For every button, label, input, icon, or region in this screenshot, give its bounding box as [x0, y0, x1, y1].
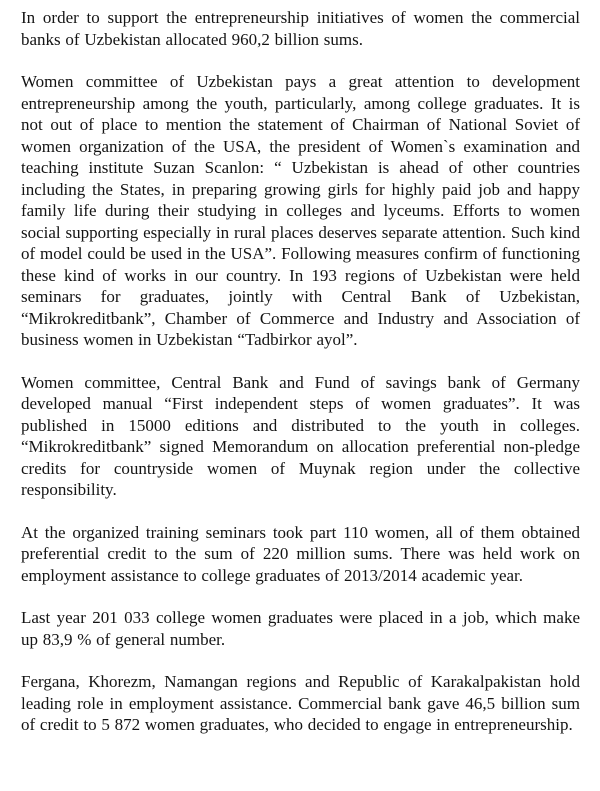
paragraph-job-placement: Last year 201 033 college women graduates were placed in a job, which make up 83,9 % of general number. — [21, 608, 580, 649]
paragraph-manual-memorandum: Women committee, Central Bank and Fund of savings bank of Germany developed manual “First independent steps of women graduates”. It was published in 15000 editions and distributed to the youth in colleges. “Mikrokreditbank” signed Memorandum on allocation preferential non-pledge credits for countryside women of Muynak region under the collective responsibility. — [21, 372, 580, 499]
paragraph-training-seminars: At the organized training seminars took part 110 women, all of them obtained preferential credit to the sum of 220 million sums. There was held work on employment assistance to college graduates of 2013/2014 academic year. — [21, 522, 580, 585]
paragraph-women-committee-seminars: Women committee of Uzbekistan pays a great attention to development entrepreneurship among the youth, particularly, among college graduates. It is not out of place to mention the statement of Chairman of National Soviet of women organization of the USA, the president of Women`s examination and teaching institute Suzan Scanlon: “ Uzbekistan is ahead of other countries including the States, in preparing growing girls for highly paid job and happy family life during their studying in colleges and lyceums. Efforts to women social supporting especially in rural places deserves separate attention. Such kind of model could be used in the USA”. Following measures confirm of functioning these kind of works in our country. In 193 regions of Uzbekistan were held seminars for graduates, jointly with Central Bank of Uzbekistan, “Mikrokreditbank”, Chamber of Commerce and Industry and Association of business women in Uzbekistan “Tadbirkor ayol”. — [21, 72, 580, 349]
paragraph-regions-credit: Fergana, Khorezm, Namangan regions and Republic of Karakalpakistan hold leading role in employment assistance. Commercial bank gave 46,5 billion sum of credit to 5 872 women graduates, who decided to engage in entrepreneurship. — [21, 672, 580, 734]
paragraph-allocation: In order to support the entrepreneurship initiatives of women the commercial banks of Uzbekistan allocated 960,2 billion sums. — [21, 8, 580, 49]
